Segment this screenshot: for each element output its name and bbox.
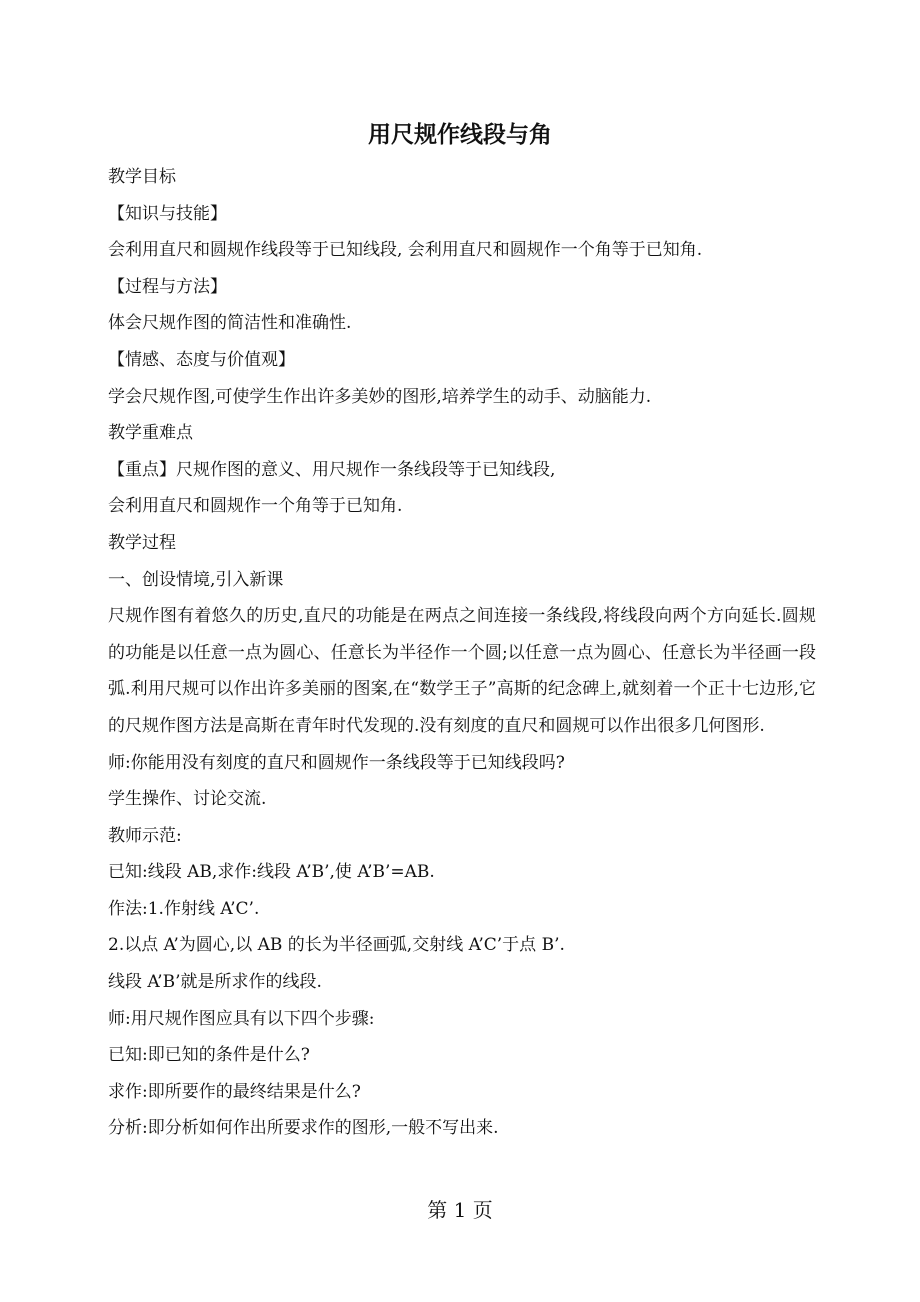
text-line: 学会尺规作图,可使学生作出许多美妙的图形,培养学生的动手、动脑能力. — [108, 386, 652, 407]
text-line: 作法:1.作射线 A’C’. — [108, 898, 260, 919]
section-heading-objectives: 教学目标 — [108, 167, 176, 187]
subheading-emotion-attitude: 【情感、态度与价值观】 — [108, 349, 295, 370]
text-line: 学生操作、讨论交流. — [108, 789, 267, 810]
text-line: 师:你能用没有刻度的直尺和圆规作一条线段等于已知线段吗? — [108, 752, 565, 773]
text-line: 会利用直尺和圆规作线段等于已知线段, 会利用直尺和圆规作一个角等于已知角. — [108, 240, 703, 261]
intro-paragraph: 尺规作图有着悠久的历史,直尺的功能是在两点之间连接一条线段,将线段向两个方向延长.圆规的功能是以任意一点为圆心、任意长为半径作一个圆;以任意一点为圆心、任意长为半径画一段弧.利用尺规可以作出许多美丽的图案,在“数学王子”高斯的纪念碑上,就刻着一个正十七边形,它的尺规作图方法是高斯在青年时代发现的.没有刻度的直尺和圆规可以作出很多几何图形. — [108, 606, 816, 736]
text-line: 求作:即所要作的最终结果是什么? — [108, 1081, 361, 1102]
text-line: 已知:即已知的条件是什么? — [108, 1045, 310, 1066]
text-line: 线段 A’B’就是所求作的线段. — [108, 972, 322, 993]
text-line: 教师示范: — [108, 825, 182, 846]
text-line: 分析:即分析如何作出所要求作的图形,一般不写出来. — [108, 1118, 499, 1139]
subheading-process-method: 【过程与方法】 — [108, 276, 227, 297]
page-title: 用尺规作线段与角 — [368, 121, 552, 148]
page-number: 第 1 页 — [427, 1198, 493, 1222]
section-heading-key-points: 教学重难点 — [108, 423, 193, 444]
subheading-knowledge-skills: 【知识与技能】 — [108, 203, 227, 224]
subheading-introduction: 一、创设情境,引入新课 — [108, 569, 284, 590]
text-line: 2.以点 A’为圆心,以 AB 的长为半径画弧,交射线 A’C’于点 B’. — [108, 935, 565, 956]
text-line: 已知:线段 AB,求作:线段 A’B’,使 A’B’=AB. — [108, 862, 435, 883]
text-line: 师:用尺规作图应具有以下四个步骤: — [108, 1008, 375, 1029]
document-body — [108, 159, 816, 1147]
text-line: 体会尺规作图的简洁性和准确性. — [108, 313, 352, 334]
section-heading-process: 教学过程 — [108, 532, 176, 553]
text-line: 会利用直尺和圆规作一个角等于已知角. — [108, 496, 403, 517]
text-line: 【重点】尺规作图的意义、用尺规作一条线段等于已知线段, — [108, 459, 556, 480]
